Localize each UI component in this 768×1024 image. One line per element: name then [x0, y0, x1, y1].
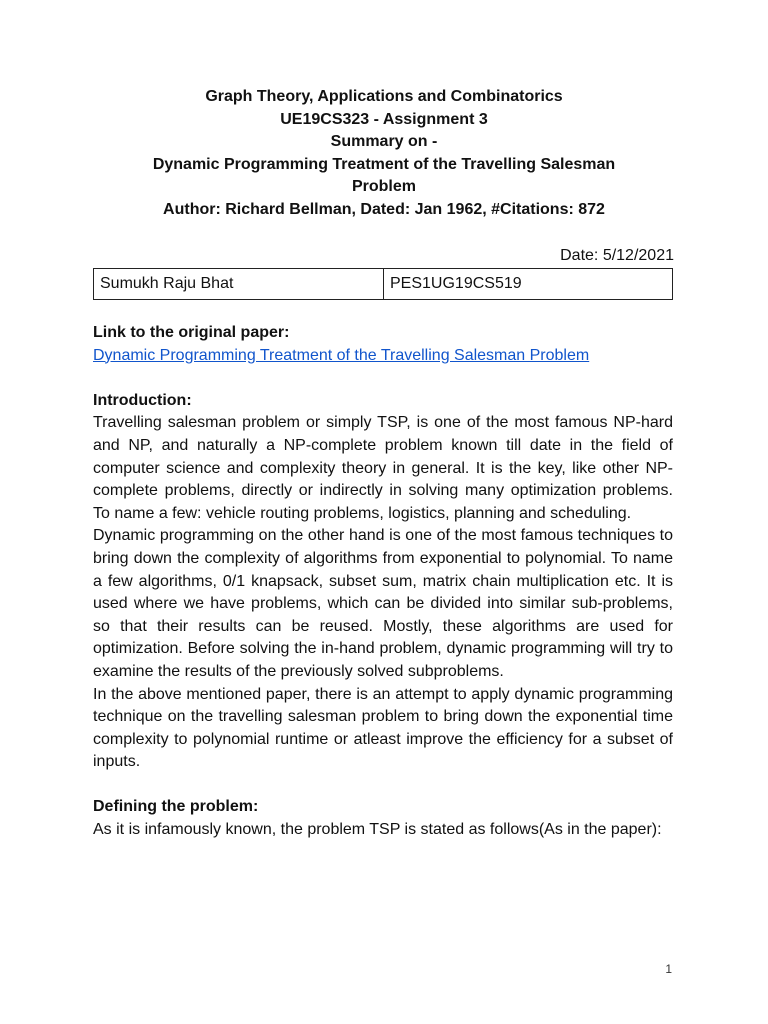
spacer	[93, 774, 673, 797]
author-line: Author: Richard Bellman, Dated: Jan 1962, #Citations: 872	[163, 200, 605, 218]
document-header	[94, 86, 674, 221]
document-body	[93, 322, 673, 842]
intro-paragraph-1: Travelling salesman problem or simply TSP, is one of the most famous NP-hard and NP, and naturally a NP-complete problem known till date in the field of computer science and complexity theory in general. It is the key, like other NP-complete problems, directly or indirectly in solving many optimization problems. To name a few: vehicle routing problems, logistics, planning and scheduling.	[93, 414, 673, 522]
course-title: Graph Theory, Applications and Combinatorics	[205, 88, 563, 105]
paper-title-continued: Problem	[351, 178, 416, 195]
table-row	[94, 269, 673, 300]
student-srn-cell: PES1UG19CS519	[384, 269, 673, 300]
defining-paragraph: As it is infamously known, the problem TSP is stated as follows(As in the paper):	[93, 821, 662, 839]
page-number: 1	[665, 962, 672, 976]
link-heading: Link to the original paper:	[93, 324, 290, 341]
summary-label: Summary on -	[330, 133, 438, 150]
intro-paragraph-2: Dynamic programming on the other hand is one of the most famous techniques to bring down the complexity of algorithms from exponential to polynomial. To name a few algorithms, 0/1 knapsack, subset sum, matrix chain multiplication etc. It is used where we have problems, which can be divided into similar sub-problems, so that their results can be reused. Mostly, these algorithms are used for optimization. Before solving the in-hand problem, dynamic programming will try to examine the results of the previously solved subproblems.	[93, 527, 673, 680]
intro-paragraph-3: In the above mentioned paper, there is an attempt to apply dynamic programming technique on the travelling salesman problem to bring down the exponential time complexity to polynomial runtime or atleast improve the efficiency for a subset of inputs.	[93, 685, 673, 771]
defining-heading: Defining the problem:	[93, 798, 259, 816]
student-name-cell: Sumukh Raju Bhat	[94, 269, 384, 300]
introduction-heading: Introduction:	[93, 391, 192, 409]
assignment-title: UE19CS323 - Assignment 3	[280, 110, 488, 128]
original-paper-link[interactable]: Dynamic Programming Treatment of the Travelling Salesman Problem	[93, 346, 590, 364]
student-info-table	[93, 268, 673, 300]
spacer	[93, 367, 673, 390]
document-date: Date: 5/12/2021	[560, 247, 674, 264]
paper-title: Dynamic Programming Treatment of the Travelling Salesman	[152, 155, 616, 173]
